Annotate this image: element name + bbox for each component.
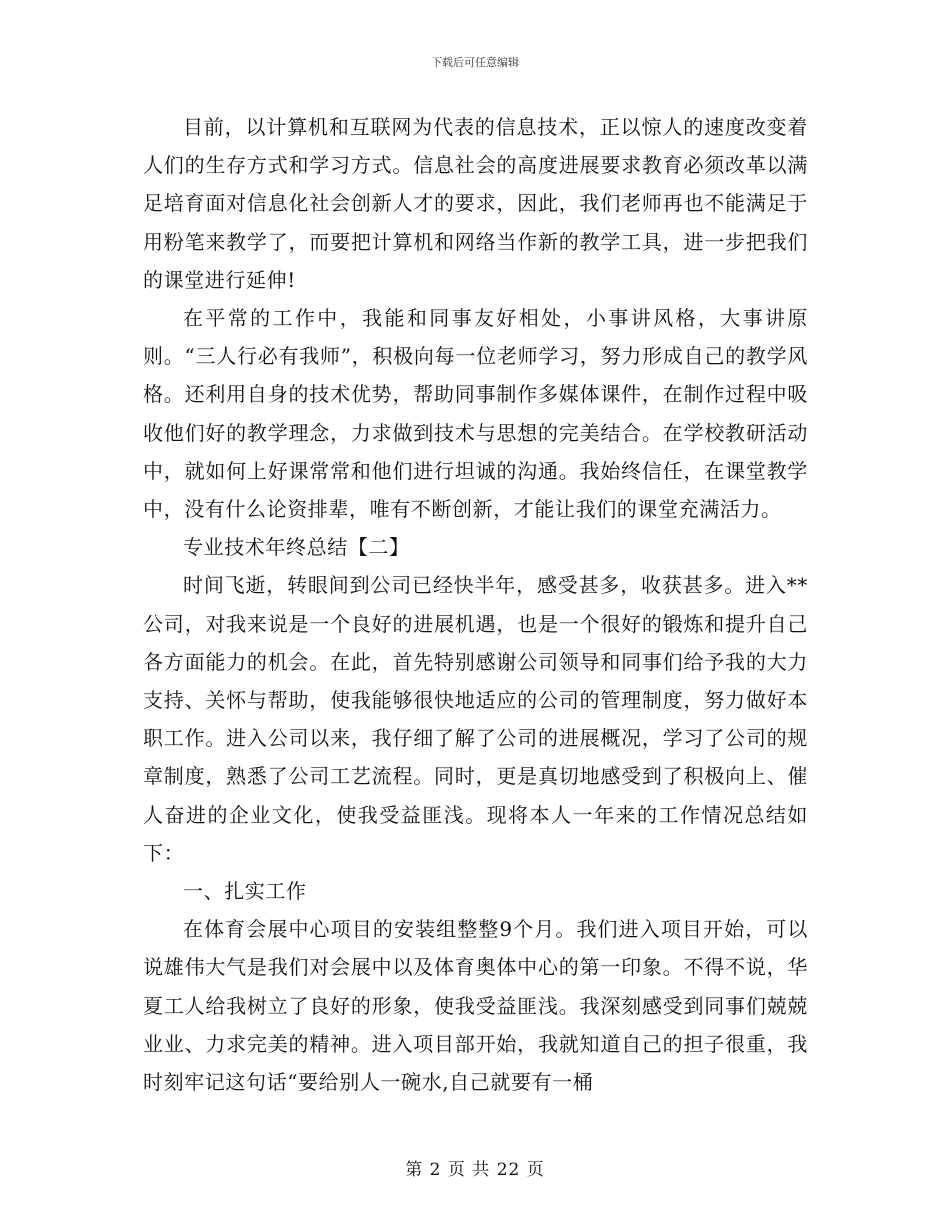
page-header-note: 下载后可任意编辑 [431,56,519,69]
section-heading-summary-two: 专业技术年终总结【二】 [183,535,410,560]
paragraph-company-intro: 时间飞逝，转眼间到公司已经快半年，感受甚多，收获甚多。进入**公司，对我来说是一个良好的进展机遇，也是一个很好的锻炼和提升自己各方面能力的机会。在此，首先特别感谢公司领导和同事们给予我的大力支持、关怀与帮助，使我能够很快地适应的公司的管理制度，努力做好本职工作。进入公司以来，我仔细了解了公司的进展概况，学习了公司的规章制度，熟悉了公司工艺流程。同时，更是真切地感受到了积极向上、催人奋进的企业文化，使我受益匪浅。现将本人一年来的工作情况总结如下： [143,573,808,865]
paragraph-colleagues: 在平常的工作中，我能和同事友好相处，小事讲风格，大事讲原则。“三人行必有我师”，积极向每一位老师学习，努力形成自己的教学风格。还利用自身的技术优势，帮助同事制作多媒体课件，在制作过程中吸收他们好的教学理念，力求做到技术与思想的完美结合。在学校教研活动中，就如何上好课常常和他们进行坦诚的沟通。我始终信任，在课堂教学中，没有什么论资排辈，唯有不断创新，才能让我们的课堂充满活力。 [143,306,808,522]
subheading-solid-work: 一、扎实工作 [183,879,307,904]
paragraph-project-work: 在体育会展中心项目的安装组整整9个月。我们进入项目开始，可以说雄伟大气是我们对会展中以及体育奥体中心的第一印象。不得不说，华夏工人给我树立了良好的形象，使我受益匪浅。我深刻感受到同事们兢兢业业、力求完美的精神。进入项目部开始，我就知道自己的担子很重，我时刻牢记这句话“要给别人一碗水,自己就要有一桶 [143,917,808,1095]
page-number: 第 2 页 共 22 页 [405,1160,545,1180]
document-body [143,108,808,1101]
paragraph-intro-it: 目前，以计算机和互联网为代表的信息技术，正以惊人的速度改变着人们的生存方式和学习方式。信息社会的高度进展要求教育必须改革以满足培育面对信息化社会创新人才的要求，因此，我们老师再也不能满足于用粉笔来教学了，而要把计算机和网络当作新的教学工具，进一步把我们的课堂进行延伸! [143,115,808,292]
